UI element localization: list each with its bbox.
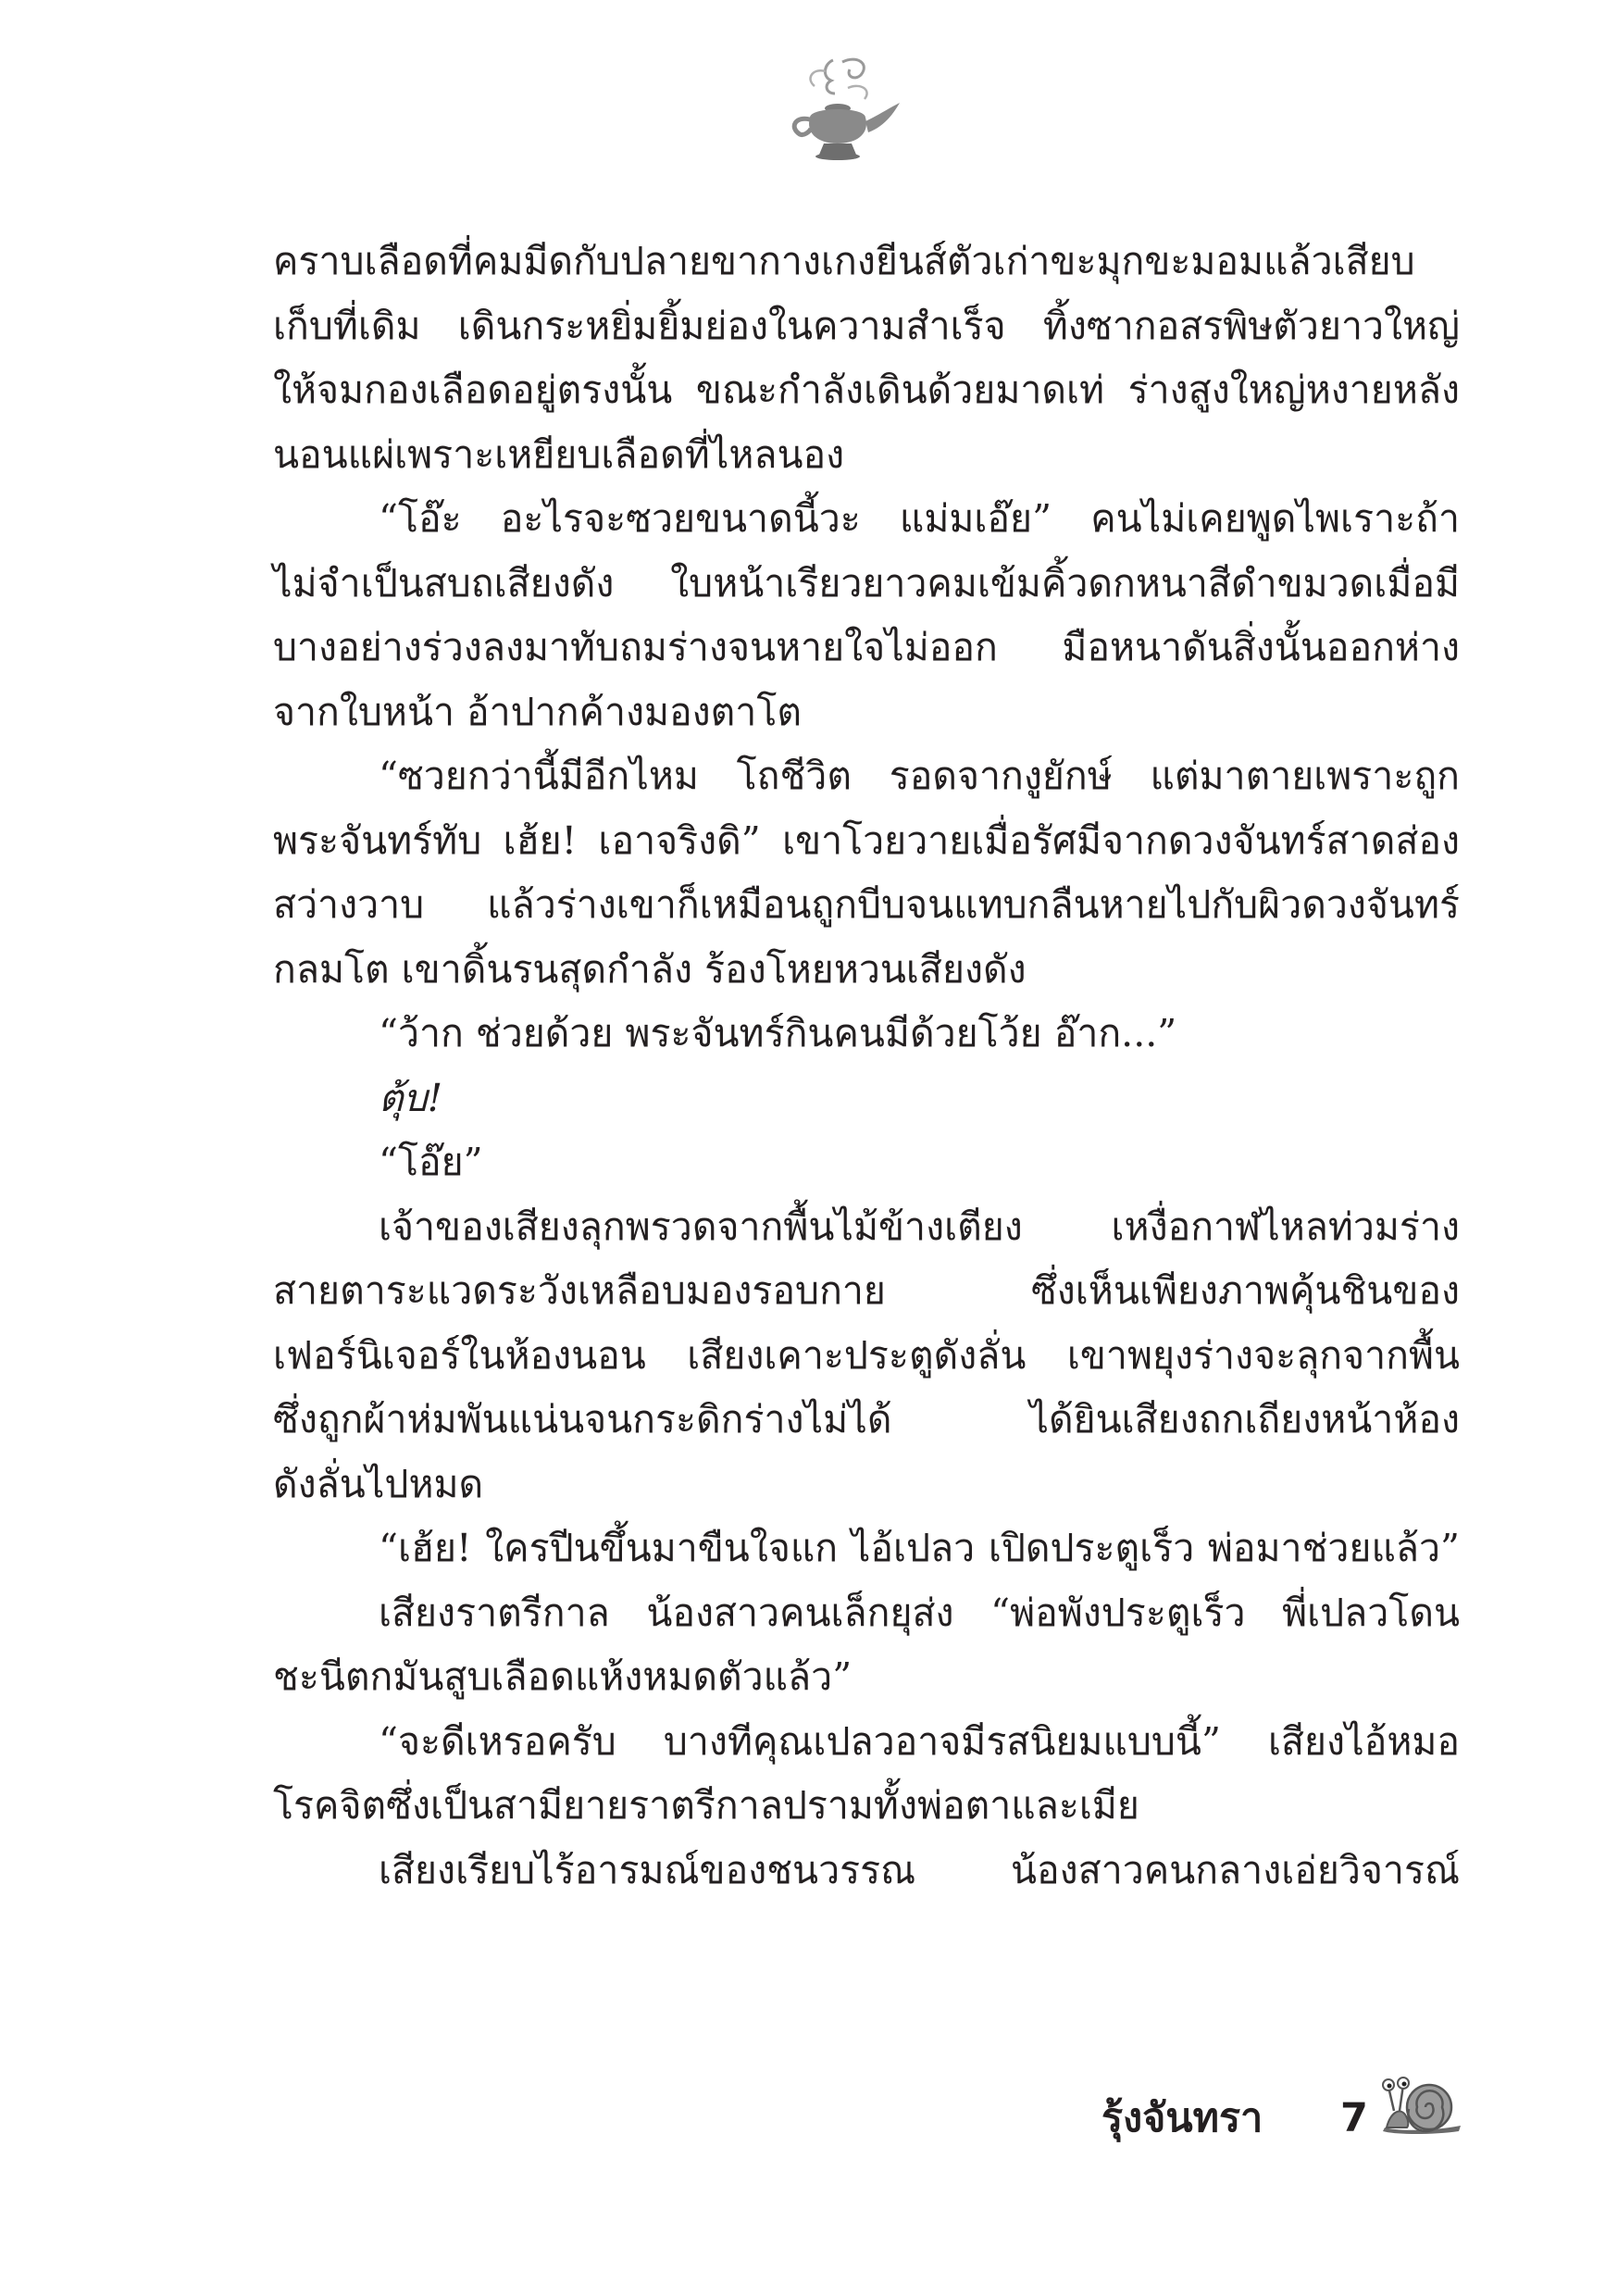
text-line: “ว้าก ช่วยด้วย พระจันทร์กินคนมีด้วยโว้ย อ๊าก...” xyxy=(379,1011,1177,1055)
genie-lamp-icon xyxy=(768,51,907,171)
text-line: จากใบหน้า อ้าปากค้างมองตาโต xyxy=(273,689,802,734)
text-line: “เฮ้ย! ใครปีนขึ้นมาขืนใจแก ไอ้เปลว เปิดประตูเร็ว พ่อมาช่วยแล้ว” xyxy=(379,1526,1460,1570)
snail-icon xyxy=(1377,2066,1465,2136)
text-line: คราบเลือดที่คมมีดกับปลายขากางเกงยีนส์ตัวเก่าขะมุกขะมอมแล้วเสียบ xyxy=(273,239,1415,283)
text-line: ดังลั่นไปหมด xyxy=(273,1461,484,1506)
text-line: “โอ๊ย” xyxy=(379,1140,483,1184)
book-title: รุ้งจันทรา xyxy=(1101,2095,1263,2141)
text-line: “โอ๊ะ อะไรจะซวยขนาดนี้วะ แม่มเอ๊ย” คนไม่เคยพูดไพเราะถ้า xyxy=(379,496,1460,541)
text-line: กลมโต เขาดิ้นรนสุดกำลัง ร้องโหยหวนเสียงดัง xyxy=(273,946,1027,992)
text-line: เสียงราตรีกาล น้องสาวคนเล็กยุส่ง “พ่อพังประตูเร็ว พี่เปลวโดน xyxy=(379,1590,1460,1635)
text-line: ซึ่งถูกผ้าห่มพันแน่นจนกระดิกร่างไม่ได้ ได้ยินเสียงถกเถียงหน้าห้อง xyxy=(273,1397,1460,1441)
text-line: สว่างวาบ แล้วร่างเขาก็เหมือนถูกบีบจนแทบกลืนหายไปกับผิวดวงจันทร์ xyxy=(273,882,1460,927)
text-line: “จะดีเหรอครับ บางทีคุณเปลวอาจมีรสนิยมแบบนี้” เสียงไอ้หมอ xyxy=(379,1718,1460,1764)
text-line: ตุ้บ! xyxy=(379,1075,443,1120)
text-line: พระจันทร์ทับ เฮ้ย! เอาจริงดิ” เขาโวยวายเมื่อรัศมีจากดวงจันทร์สาดส่อง xyxy=(273,817,1460,863)
text-line: สายตาระแวดระวังเหลือบมองรอบกาย ซึ่งเห็นเพียงภาพคุ้นชินของ xyxy=(273,1268,1460,1313)
text-line: นอนแผ่เพราะเหยียบเลือดที่ไหลนอง xyxy=(273,431,845,477)
text-line: บางอย่างร่วงลงมาทับถมร่างจนหายใจไม่ออก มือหนาดันสิ่งนั้นออกห่าง xyxy=(273,625,1460,669)
text-line: ชะนีตกมันสูบเลือดแห้งหมดตัวแล้ว” xyxy=(273,1654,853,1699)
text-line: เสียงเรียบไร้อารมณ์ของชนวรรณ น้องสาวคนกลางเอ่ยวิจารณ์ xyxy=(379,1847,1460,1892)
page-number: 7 xyxy=(1340,2095,1368,2141)
text-line: ไม่จำเป็นสบถเสียงดัง ใบหน้าเรียวยาวคมเข้มคิ้วดกหนาสีดำขมวดเมื่อมี xyxy=(273,560,1460,605)
text-line: “ซวยกว่านี้มีอีกไหม โถชีวิต รอดจากงูยักษ์ แต่มาตายเพราะถูก xyxy=(379,754,1460,798)
text-line: เฟอร์นิเจอร์ในห้องนอน เสียงเคาะประตูดังลั่น เขาพยุงร่างจะลุกจากพื้น xyxy=(273,1332,1460,1378)
text-line: โรคจิตซึ่งเป็นสามียายราตรีกาลปรามทั้งพ่อตาและเมีย xyxy=(273,1783,1139,1828)
text-line: เก็บที่เดิม เดินกระหยิ่มยิ้มย่องในความสำเร็จ ทิ้งซากอสรพิษตัวยาวใหญ่ xyxy=(273,303,1460,348)
body-text xyxy=(273,230,1460,1903)
text-line: เจ้าของเสียงลุกพรวดจากพื้นไม้ข้างเตียง เหงื่อกาฬไหลท่วมร่าง xyxy=(379,1204,1460,1249)
text-line: ให้จมกองเลือดอยู่ตรงนั้น ขณะกำลังเดินด้วยมาดเท่ ร่างสูงใหญ่หงายหลัง xyxy=(273,368,1460,412)
